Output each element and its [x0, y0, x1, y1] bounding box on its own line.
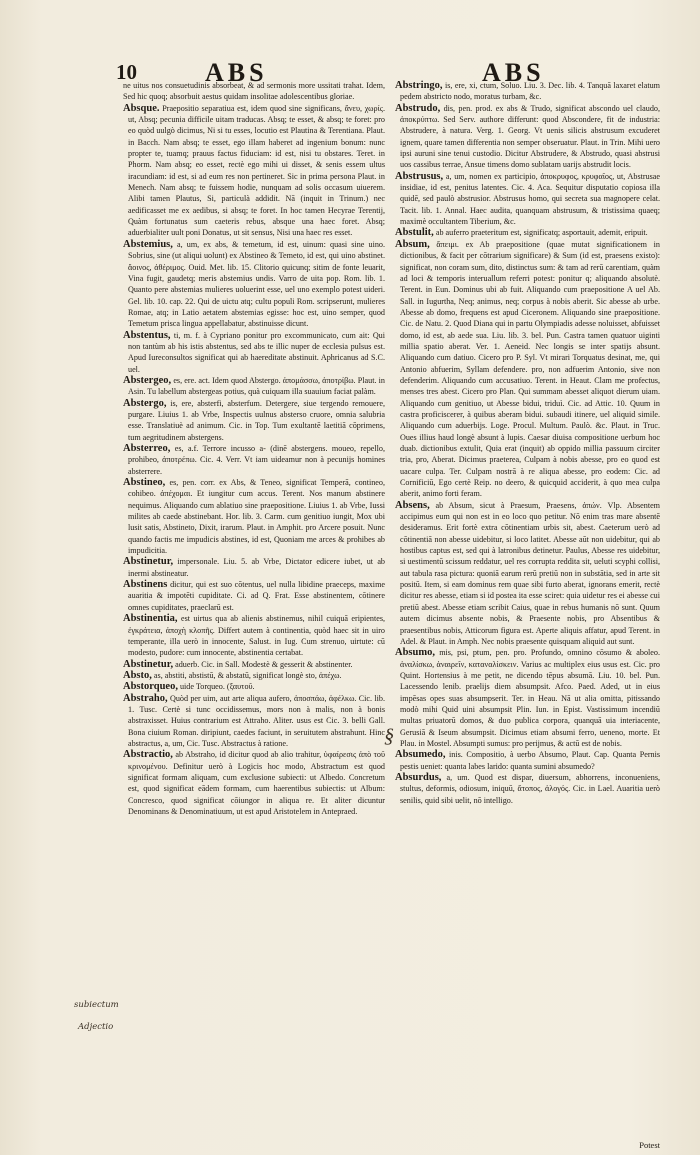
entry-text: ti, m. f. à Cypriano ponitur pro excommunicato, cum ait: Qui non tantùm ab his istis abstentus, sed abs te illic nuper de ecclesia pulsus est. Apud Iureconsultos significat qui ab haereditate abstinuit. Aphricanus ad S.C. uel.	[128, 330, 385, 374]
entry-headword: Absum,	[395, 238, 430, 250]
dictionary-entry	[395, 749, 660, 772]
entry-text: mis, psi, ptum, pen. pro. Profundo, omnino cōsumo & aboleo. ἀναλίσκω, ἀναιρεῖν, καταναλίσκειν. Varius ac multiplex eius usus est. Cic. pro Quint. Hortensius à me petit, ne dicendo tēpus absumā. Liu. 10. bel. Pun. Lacessendo lenib. praelijs diem absumpsit. Afco. Paed. Aded, ut in eius impēsas opes suas absumpserit. Ter. in Heau. Nā ut alia omitta, pitissando modò mihi Quid uini absumpsit Plin. Iun. in Epist. Vastissimum incendiū multas priuatorū domos, & duo publica corpora, quanquā uia interiacente, Gerusiā & Iseum absumpsit. Dicimus etiam absumi ferro, ueneno, morte. Et Plau. in Mostel. Absumpti sumus: pro perijmus, & actū est de nobis.	[400, 648, 660, 748]
entry-headword: Abstrudo,	[395, 102, 441, 114]
entry-headword: Abstorqueo,	[123, 681, 178, 693]
dictionary-entry	[395, 103, 660, 171]
entry-headword: Absens,	[395, 499, 430, 511]
entry-headword: Absterreo,	[123, 443, 171, 454]
dictionary-entry	[395, 500, 660, 647]
margin-note-subiectum: subiectum	[74, 1000, 119, 1010]
dictionary-entry	[395, 171, 660, 228]
entry-headword: Abstinentia,	[123, 613, 178, 625]
dictionary-entry	[123, 749, 385, 817]
catchword: Potest	[639, 1140, 660, 1150]
left-column	[123, 80, 385, 1130]
entry-text: ne uitus nos consuetudinis absorbeat, & ad sermonis more ussitati trahat. Idem, Sed hic quoq; absorbuit aestus quidam insolitae adolescentibus gloriae.	[123, 81, 385, 102]
dictionary-entry	[123, 659, 385, 670]
entry-text: as, abstiti, abstistū, & abstatū, significat longè sto, ἀπέχω.	[153, 670, 342, 680]
entry-headword: Abstractio,	[123, 749, 173, 761]
entry-headword: Abstinetur,	[123, 658, 174, 670]
margin-note-adjectio: Adjectio	[78, 1022, 114, 1032]
entry-headword: Abstinens	[123, 579, 168, 591]
entry-text: inis. Compositio, à uerbo Absumo, Plaut. Cap. Quanta Pernis pestis ueniet: quanta labes larido: quanta sumini absumedo?	[400, 750, 660, 771]
entry-headword: Absumedo,	[395, 749, 446, 761]
right-running-head: ABS	[482, 58, 545, 87]
dictionary-entry	[123, 681, 385, 692]
dictionary-entry	[123, 477, 385, 556]
entry-text: dis, pen. prod. ex abs & Trudo, significat abscondo uel claudo, ἀποκρύπτω. Sed Serv. authore differunt: quod Abscondere, fit de industria: Abstrudere, à natura. Verg. 1. Georg. Vt uenis silicis abstrusum excuderet ignem, quare tamen differentia non semper obseruatur. Plaut. in Trin. Mihi uero ipsi auruni sine tenui custodio. Dicitur Abstrudere, & Abstrudo, quasi abstrusi uos cassibus terrae, Ansue timens domo sublatam uarijs abstrudit locis.	[400, 103, 660, 170]
dictionary-entry	[123, 556, 385, 579]
entry-text: dicitur, qui est suo cōtentus, uel nulla libidine praeceps, maxime auaritia & impotēti cupiditate. Ci. ad Q. Frat. Esse abstinentem, cōtinere omnes cupiditates, praeclarū est.	[128, 580, 385, 612]
entry-headword: Abstulit,	[395, 227, 434, 239]
entry-headword: Abstringo,	[395, 80, 443, 91]
page-number: 10	[116, 60, 137, 84]
dictionary-entry	[395, 239, 660, 500]
entry-text: aduerb. Cic. in Sall. Modestè & gesserit & abstinenter.	[175, 659, 353, 669]
entry-headword: Absumo,	[395, 647, 435, 659]
continued-text	[123, 80, 385, 103]
entry-text: ab Absum, sicut à Praesum, Praesens, ἀπών. Vlp. Absentem accipimus eum qui non est in eo loco quo petitur. Nō enim tras mare absentē desideramus. Erit fortè extra cōtinentiam urbis sit, abest. Caeterum uerò ad cōtinentiā non abesse uidebitur, si loco latitet. Abesse aūt non uidebitur, qui ab hostibus captus est, sed qui à latronibus detinetur. Paulus, Abesse res uidebitur, si uestimentū scissum reddatur, uel res corrupta reddita sit, ueluti scyphi collisi, aut tabula rasa pictura: quoniā earum rerū pretiū non in substātia, sed in arte sit positū. Item, si eam dominus rem quae sibi furto aberat, ignorans emerit, rectè dicitur res abesse, etiam si id postea ita esse sciret: quia uidetur res ei abesse cui pretiū abest. Abesse etiam scribit Caius, quae in rebus humanis nō sunt. Quum autem dicimus absente nobis, & Praesente nobis, pro Absentibus & praesentibus nobis, Atticorum figura est. Aperte aliquis affatur, apud Terent. in Adel. & Plaut. in Amph. Nec nobis praesente quisquam aliquid aut sunt.	[400, 500, 660, 646]
dictionary-entry	[123, 239, 385, 330]
dictionary-entry	[123, 330, 385, 375]
entry-headword: Absque.	[123, 102, 160, 114]
right-column	[395, 80, 660, 1130]
entry-headword: Absurdus,	[395, 771, 442, 783]
dictionary-entry	[123, 579, 385, 613]
entry-text: es, ere. act. Idem quod Abstergo. ἀπομάσσω, ἀποτρίβω. Plaut. in Asin. Tu labellum abstergeas potius, quà cuiquam illa suauium faciat palàm.	[128, 375, 385, 397]
entry-headword: Abstemius,	[123, 238, 173, 250]
entry-text: a, um, ex abs, & temetum, id est, uinum: quasi sine uino. Sobrius, sine (ut aliqui uolunt) ex Abstineo & Temeto, id est, qui uino abstinet. ἄοινος, ἀθέριμος. Ouid. Met. lib. 15. Clitorio quicunq; sitim de fonte leuarit, Vina fugit, gaudetq; meris abstemius undis. Varro de uita pop. Rom. lib. 1. Quanto pere abstemias mulieres uoluerint esse, uel uno exemplo potest uideri. Gel. lib. 10. cap. 22. Qui de uictu atq; cultu populi Rom. scripserunt, mulieres Romae, atq; in Latio aetatem abstemias egisse: hoc est, uino semper, quod Temetum prisca lingua appellabatur, abstinuisse dicunt.	[128, 239, 385, 329]
entry-text: Praepositio separatiua est, idem quod sine significans, ἄνευ, χωρίς. ut, Absq; pecunia difficile uitam traducas. Absq; te esset, & absq; te foret: pro eo quòd uulgò dicimus, Ni si tu esses, locutio est Plautina & Terentiana. Plaut. in Bacch. Nam absq; te esset, ego illam haberet ad ingenium bonum: nunc propter te, tuamq; prauus factus fiduciam: id est, nisi tu obstares. Teret. in Phorm. Nam absq; eo esset, rectè ego mihi ui disset, & senis essem ultus iracundiam: id est, si ad eum res non pertineret. Sic in prima persona Plaut. in Menech. Nam absq; te fuissem hodie, nunquam ad solis occasum uiuerem. Alibi tamen Plautus, Si, particulà addidit. Nā (inquit in Trinum.) nec aedificasset me ex aedibus, si absq; te foret. In hoc tamen Hecyrae Terentij, Quàm fortunatus sum caeteris rebus, absque una haec foret. Absq; aduerbialiter uult poni Donatus, ut sit sensus, Nisi una haec res esset.	[128, 103, 385, 238]
entry-text: a, um. Quod est dispar, diuersum, abhorrens, inconueniens, stultus, deformis, odiosum, iniquū, ἄτοπος, ἀλογός. Cic. in Lael. Auaritia uerò senilis, quid sibi uelit, nō intelligo.	[400, 772, 660, 805]
dictionary-entry	[123, 398, 385, 443]
entry-text: ab auferro praeteritum est, significatq; asportauit, ademit, eripuit.	[435, 228, 648, 238]
entry-headword: Abstergo,	[123, 397, 167, 409]
entry-text: es, pen. corr. ex Abs, & Teneo, significat Temperā, contineo, cohibeo. ἀπέχομαι. Et iungitur cum accus. Terent. Nos manum abstinere nequimus. Aliquando cum ablatiuo sine praepositione. Liuius 1. ab Vrbe, Iussi milites ab caede abstinebant. Hor. lib. 3. Carm. cum genitiuo iungit, Mox ubi lusit satis, Abstineto, Dixit, irarum. Plaut. in Amphit. pro Arcere posuit. Nunc quando factis me impudicis abstines, id est, Quoniam me arces & prohibes ab impudicitia.	[128, 478, 385, 556]
entry-text: uide Torqueo. (ξαυτοῦ.	[179, 682, 255, 692]
entry-text: est uirtus qua ab alienis abstinemus, nihil cuiquā eripientes, ἐγκράτεια, ἀποχὴ κλοπῆς. Differt autem à continentia, quòd haec sit in uiro temperante, illa uerò in innocente, Salust. in Iug. Cum strenuo, uirtute: cū modesto, pudore: cum innocente, abstinentia certabat.	[128, 614, 385, 658]
dictionary-entry	[395, 227, 660, 238]
dictionary-entry	[395, 647, 660, 749]
entry-headword: Abstraho,	[123, 692, 168, 704]
entry-text: Quòd per uim, aut arte aliqua aufero, ἀποσπάω, ἀφέλκω. Cic. lib. 1. Tusc. Certè si tunc occidissemus, mors non à malis, non à bonis abstraxisset. Huius contrarium est Attraho. Aliter. usus est Cic. 3. belli Gall. Bona ciuium Roman. diripiunt, caedes faciunt, in seruitutem abstrahunt. Hinc abstractus, a, um, Cic. Tusc. Abstractus à ratione.	[128, 693, 385, 748]
entry-headword: Absto,	[123, 669, 152, 681]
entry-headword: Abstrusus,	[395, 170, 444, 182]
entry-headword: Abstinetur,	[123, 556, 174, 568]
dictionary-entry	[123, 375, 385, 398]
dictionary-entry	[123, 670, 385, 681]
dictionary-entry	[123, 443, 385, 477]
entry-text: ab Abstraho, id dicitur quod ab alio trahitur, ὑφαίρεσις ἀπὸ τοῦ κρινομένου. Definitur uerò à Logicis hoc modo, Abstractum est quod significat formam aliquam, cum exclusione subiecti: ut Albedo. Concretum est, quod significat eādem formam, cum haerentibus subiectis: ut Album: Concresco, quod significat cōiungor in aliqua re. Et aliter dicuntur Denominans & Denominatiuum, ut est apud Aristotelem in Antepraed.	[128, 750, 385, 816]
entry-text: a, um, nomen ex participio, ἀποκρυφος, κρυφαῖος, ut, Abstrusae insidiae, id est, penitus latentes. Cic. 4. Aca. Sequitur disputatio copiosa illa quidē, sed paulò abstrusior. Abstrusus homo, qui secreta sua magnopere celat. Tacit. lib. 1. Annal. Haec audita, quanquam abstrusum, & tristissima quaeq; maximè occultantem Tiberium, &c.	[400, 171, 660, 227]
entry-text: ἄπειμι. ex Ab praepositione (quae mutat significationem in dictionibus, & facit per cōtrarium significare) & Sum (id est, praesens existo): significat, non coram sum, dito, distinctus sum: & tam ad rerū carentiam, quàm ad loci & temporis interuallum referri potest: ponitur q; aliquando absolutè. Terent. in Eun. Dominus ubi ab fuit. Aliquando cum praepositione A uel Ab. Sall. in Iugurtha, Neq; animus, neq; corpus à nobis aberit. Sic abesse ab urbe. Abesse ab domo, frequens est apud Ciceronem. Aliquando sine praepositione. Cic. de Natu. 2. Quod Diana qui in partu Olympiadis adesse noluisset, abfuisset domo, id est, ab aede sua. Liu. lib. 3. bel. Pun. Castra tamen quatuor uiginti millia spatio aberat. Ver. 1. Aeneid. Nec longis se inter spatijs absunt. Aliquando cum datiuo. Cicero pro P. Syl. Vt mirari Torquatus desinat, me, qui Antonio abfuerim, Syllam defendere. pro, non adfuerim Antonio, sive non defenderim. Aliquando cum accusatiuo. Terent. in Heaut. Clam me profectus, menses tres abest. Cicero pro Plan. Qui summam abesset aliquot dierum uiam. Aliquando cum genitiuo, ut Abesse bidui, triduì. Cic. ad Attic. 10. Quum in castra proficiscerer, à quibus aberam bidui. subaudi itinere, uel aliquid simile. Aliquando cum aduerbijs. Loge. Procul. Multum. Paulò. &c. Plaut. in Truc. Oues illius haud longè absunt à lupis. Caesar diuisa compositione uerbum hoc duab. dictionibus extulit, Quia erat (inquit) ab oppido millia passuum circiter tria, pro, Aberat. Dicimus praeterea, Culpam à nobis abesse, pro eo quod est uacare culpa. Ter. Culpam nostrā à re aliqua abesse, pro eodem: Cic. ad Cornificiū, Ego certè Reip. no deero, & quicquid acciderit, à quo mea culpa aberit, animo forti feram.	[400, 239, 660, 499]
dictionary-entry	[395, 772, 660, 806]
dictionary-entry	[123, 103, 385, 239]
left-running-head: ABS	[205, 58, 268, 87]
entry-text: es, a.f. Terrore incusso a- (dinē abstergens. moueo, repello, prohibeo, ἀποτρέπω. Cic. 4. Verr. Vt iam uideamur non à pecunijs homines absterrere.	[128, 444, 385, 476]
entry-text: impersonale. Liu. 5. ab Vrbe, Dictator edicere iubet, ut ab inermi abstineatur.	[128, 557, 385, 578]
dictionary-entry	[123, 613, 385, 658]
entry-text: is, ere, xi, ctum, Soluo. Liu. 3. Dec. lib. 4. Tanquā laxaret elatum pedem abstricto nodo, moratus turbam, &c.	[400, 81, 660, 102]
entry-headword: Abstergeo,	[123, 374, 172, 386]
entry-headword: Abstineo,	[123, 477, 166, 489]
dictionary-entry	[395, 80, 660, 103]
marginal-bracket-mark: §	[384, 725, 394, 747]
dictionary-entry	[123, 693, 385, 750]
entry-text: is, ere, absterfi, absterfum. Detergere, siue tergendo remouere, purgare. Liuius 1. ab Vrbe, Inspectis uulnus absterso cruore, omnia salubria esse. Translatiuè ad animum. Cic. in Top. Tum exultantē laetitiā cōprimens, tum aegritudinem abstergens.	[128, 398, 385, 442]
entry-headword: Abstentus,	[123, 329, 171, 341]
